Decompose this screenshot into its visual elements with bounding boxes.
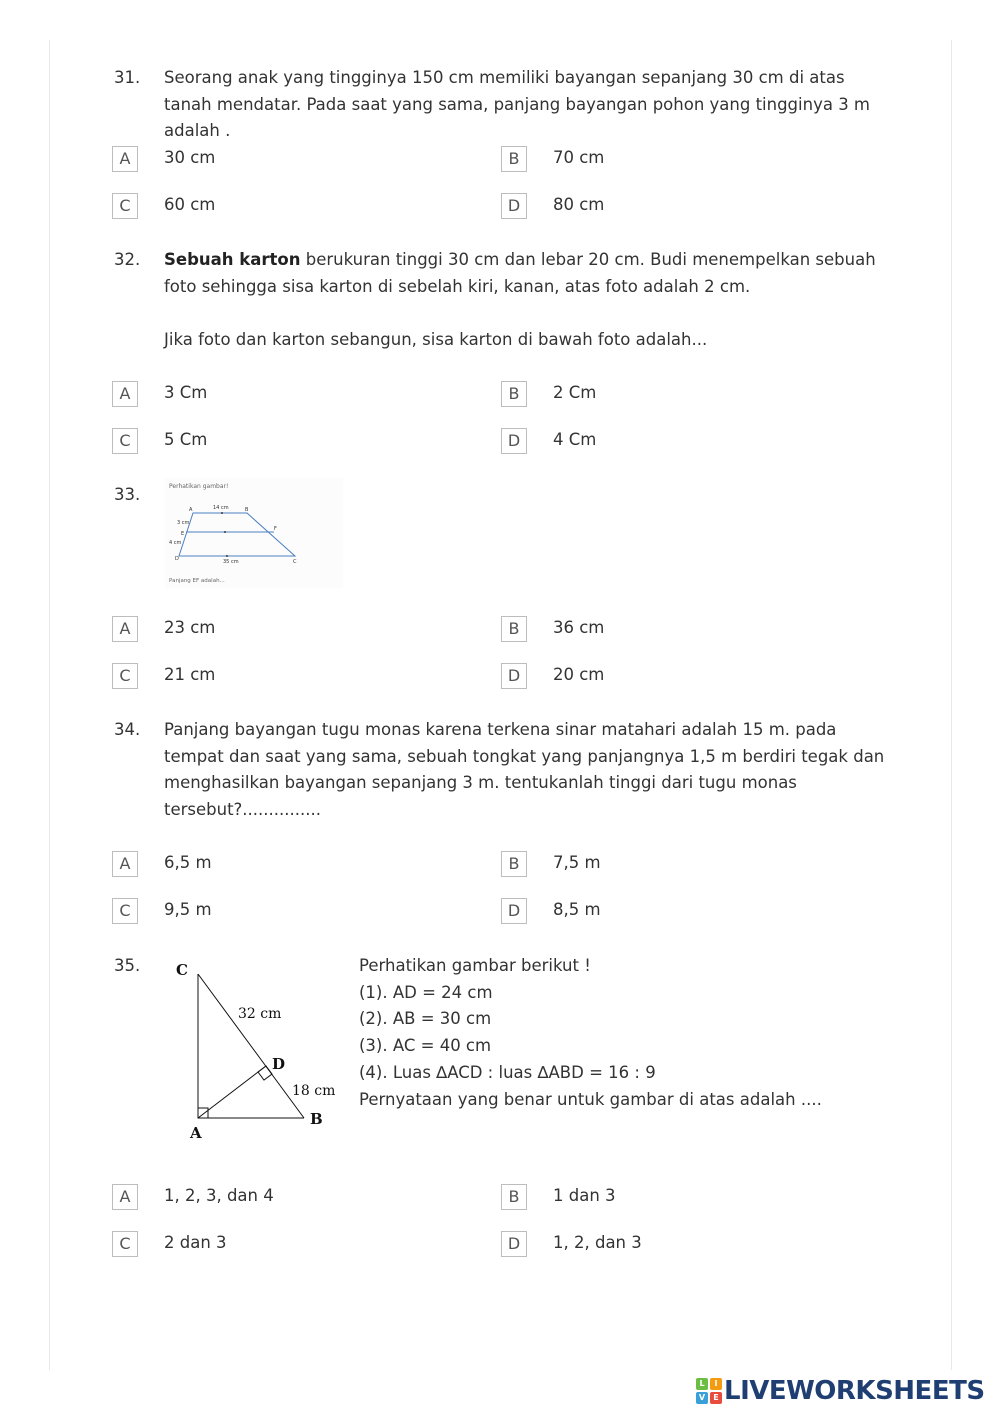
option-text: 1 dan 3 bbox=[553, 1186, 616, 1205]
option-letter: D bbox=[501, 663, 527, 689]
statement-4: (4). Luas ∆ACD : luas ∆ABD = 16 : 9 bbox=[359, 1062, 656, 1082]
logo-mark-i: I bbox=[710, 1378, 722, 1390]
point-bottom-mid bbox=[226, 555, 228, 557]
question-number: 32. bbox=[114, 250, 141, 269]
trapezoid-diagram bbox=[165, 478, 343, 588]
label-b: B bbox=[245, 507, 249, 513]
logo-mark-e: E bbox=[710, 1392, 722, 1404]
option-letter: B bbox=[501, 381, 527, 407]
option-text: 5 Cm bbox=[164, 430, 208, 449]
option-text: 30 cm bbox=[164, 148, 216, 167]
option-text: 9,5 m bbox=[164, 900, 212, 919]
right-triangle-figure bbox=[170, 958, 345, 1148]
option-letter: B bbox=[501, 1184, 527, 1210]
bold-lead: Sebuah karton bbox=[164, 250, 301, 269]
option-letter: A bbox=[112, 381, 138, 407]
label-db-length: 18 cm bbox=[292, 1083, 336, 1099]
question-text-2: Jika foto dan karton sebangun, sisa karton di bawah foto adalah... bbox=[164, 330, 708, 349]
label-left-upper: 3 cm bbox=[177, 520, 190, 526]
trapezoid-shape bbox=[179, 513, 295, 556]
question-number: 35. bbox=[114, 956, 141, 975]
logo-mark-l: L bbox=[696, 1378, 708, 1390]
option-letter: D bbox=[501, 193, 527, 219]
option-text: 2 dan 3 bbox=[164, 1233, 227, 1252]
option-text: 7,5 m bbox=[553, 853, 601, 872]
logo-icon bbox=[696, 1378, 722, 1404]
option-text: 60 cm bbox=[164, 195, 216, 214]
option-text: 80 cm bbox=[553, 195, 605, 214]
option-text: 8,5 m bbox=[553, 900, 601, 919]
right-angle-d bbox=[258, 1066, 272, 1080]
option-letter: B bbox=[501, 851, 527, 877]
label-e: E bbox=[181, 531, 185, 537]
question-number: 31. bbox=[114, 68, 141, 87]
left-margin-line bbox=[49, 40, 50, 1370]
statement-1: (1). AD = 24 cm bbox=[359, 982, 493, 1002]
option-letter: C bbox=[112, 1231, 138, 1257]
option-text: 2 Cm bbox=[553, 383, 597, 402]
option-text: 3 Cm bbox=[164, 383, 208, 402]
question-number: 33. bbox=[114, 485, 141, 504]
statement-2: (2). AB = 30 cm bbox=[359, 1009, 492, 1029]
option-text: 4 Cm bbox=[553, 430, 597, 449]
option-text: 1, 2, 3, dan 4 bbox=[164, 1186, 274, 1205]
option-text: 23 cm bbox=[164, 618, 216, 637]
option-text: 20 cm bbox=[553, 665, 605, 684]
statements bbox=[359, 953, 822, 1113]
option-letter: C bbox=[112, 898, 138, 924]
option-letter: C bbox=[112, 428, 138, 454]
option-letter: C bbox=[112, 193, 138, 219]
option-text: 6,5 m bbox=[164, 853, 212, 872]
figure-caption: Panjang EF adalah... bbox=[169, 578, 225, 584]
option-letter: A bbox=[112, 851, 138, 877]
option-letter: D bbox=[501, 428, 527, 454]
trapezoid-figure bbox=[165, 478, 343, 588]
label-a: A bbox=[189, 507, 193, 513]
statement-3: (3). AC = 40 cm bbox=[359, 1036, 492, 1056]
option-letter: D bbox=[501, 1231, 527, 1257]
label-c: C bbox=[176, 961, 188, 979]
option-text: 70 cm bbox=[553, 148, 605, 167]
question-text bbox=[164, 247, 899, 300]
option-letter: C bbox=[112, 663, 138, 689]
option-text: 1, 2, dan 3 bbox=[553, 1233, 642, 1252]
option-text: 21 cm bbox=[164, 665, 216, 684]
statement-question: Pernyataan yang benar untuk gambar di atas adalah .... bbox=[359, 1089, 822, 1109]
point-top-mid bbox=[221, 512, 223, 514]
statement-heading: Perhatikan gambar berikut ! bbox=[359, 956, 591, 975]
option-letter: B bbox=[501, 616, 527, 642]
label-b: B bbox=[310, 1110, 323, 1128]
right-margin-line bbox=[951, 40, 952, 1370]
option-letter: D bbox=[501, 898, 527, 924]
question-text: Panjang bayangan tugu monas karena terkena sinar matahari adalah 15 m. pada tempat dan saat yang sama, sebuah tongkat yang panjangnya 1,5 m berdiri tegak dan menghasilkan bayangan sepanjang 3 m. tentukanlah tinggi dari tugu monas tersebut?............... bbox=[164, 720, 885, 819]
option-letter: B bbox=[501, 146, 527, 172]
logo-mark-v: V bbox=[696, 1392, 708, 1404]
option-letter: A bbox=[112, 1184, 138, 1210]
label-d: D bbox=[272, 1055, 286, 1073]
logo-text: LIVEWORKSHEETS bbox=[724, 1376, 985, 1406]
point-mid bbox=[224, 531, 226, 533]
option-letter: A bbox=[112, 146, 138, 172]
right-triangle-diagram bbox=[170, 958, 345, 1148]
label-left-lower: 4 cm bbox=[169, 540, 182, 546]
side-cb bbox=[198, 974, 304, 1118]
question-text: Seorang anak yang tingginya 150 cm memiliki bayangan sepanjang 30 cm di atas tanah mendatar. Pada saat yang sama, panjang bayangan pohon yang tingginya 3 m adalah . bbox=[164, 68, 871, 140]
label-f: F bbox=[274, 526, 277, 532]
label-c: C bbox=[293, 559, 297, 565]
question-text-rest: berukuran tinggi 30 cm dan lebar 20 cm. Budi menempelkan sebuah foto sehingga sisa karton di sebelah kiri, kanan, atas foto adalah 2 cm. bbox=[164, 250, 876, 296]
option-letter: A bbox=[112, 616, 138, 642]
option-text: 36 cm bbox=[553, 618, 605, 637]
label-top-length: 14 cm bbox=[213, 505, 229, 511]
label-d: D bbox=[175, 556, 179, 562]
question-number: 34. bbox=[114, 720, 141, 739]
label-a: A bbox=[190, 1124, 202, 1142]
figure-heading: Perhatikan gambar! bbox=[169, 483, 229, 490]
liveworksheets-logo[interactable] bbox=[696, 1374, 985, 1408]
label-bottom-length: 35 cm bbox=[223, 559, 239, 565]
label-cd-length: 32 cm bbox=[238, 1006, 282, 1022]
